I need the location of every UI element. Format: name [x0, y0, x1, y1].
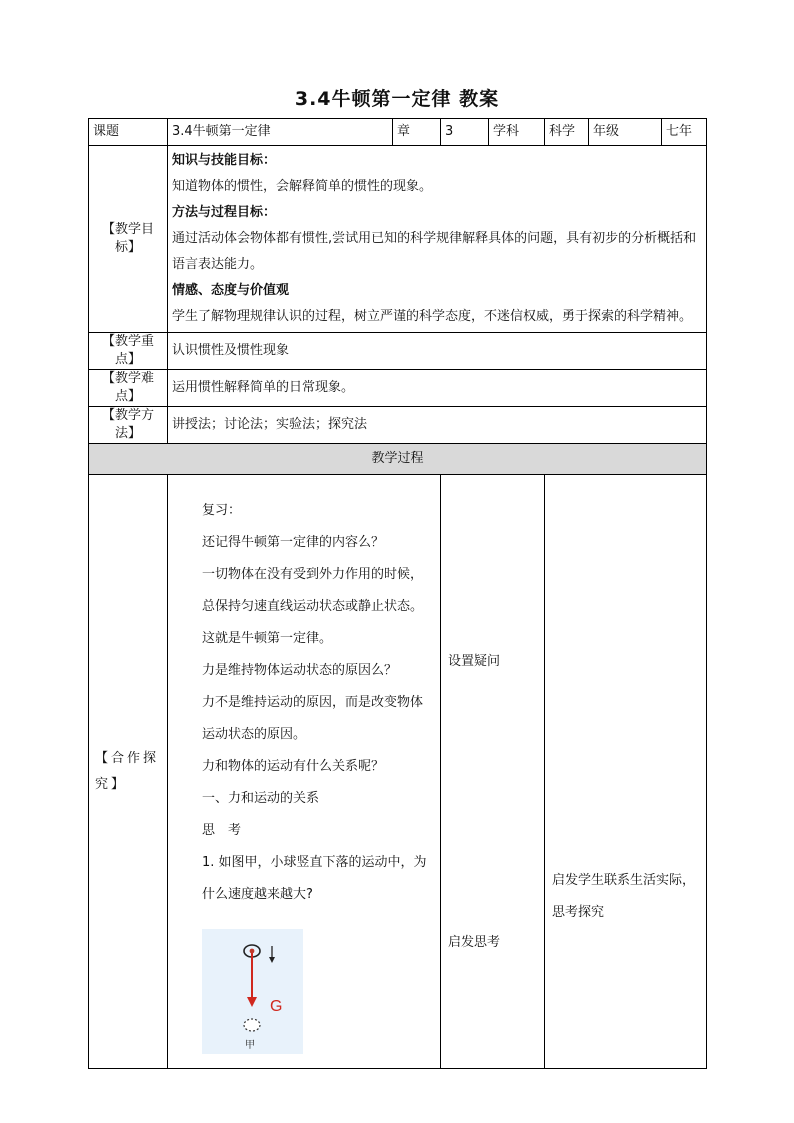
note-inspire-thinking: 启发思考 — [448, 935, 501, 950]
lesson-plan-table — [88, 118, 707, 1069]
gravity-arrowhead-icon — [247, 997, 257, 1007]
process-notes — [441, 475, 545, 1069]
difficulties-label: 【教学难点】 — [89, 370, 168, 407]
key-points-label: 【教学重点】 — [89, 333, 168, 370]
difficulties-row — [89, 370, 707, 407]
process-line: 力是维持物体运动状态的原因么？ — [202, 663, 398, 678]
motion-arrow-icon — [269, 957, 275, 963]
intent-text: 启发学生联系生活实际，思考探究 — [552, 872, 696, 920]
force-label: G — [270, 998, 283, 1015]
objective-method-text: 通过活动体会物体都有惯性,尝试用已知的科学规律解释具体的问题，具有初步的分析概括和语言表达能力。 — [172, 231, 697, 272]
objectives-label: 【教学目标】 — [89, 146, 168, 333]
objectives-row — [89, 146, 707, 333]
process-line: 复习： — [202, 503, 242, 518]
ball-center-icon — [250, 949, 255, 954]
process-header-row — [89, 444, 707, 475]
objectives-content — [168, 146, 707, 333]
objective-method-title: 方法与过程目标： — [172, 205, 277, 220]
process-line: 力和物体的运动有什么关系呢？ — [202, 759, 385, 774]
figure-caption: 甲 — [245, 1040, 255, 1051]
topic-label: 课题 — [89, 119, 168, 146]
process-line: 一、力和运动的关系 — [202, 791, 320, 806]
subject-label: 学科 — [489, 119, 545, 146]
page-title: 3.4牛顿第一定律 教案 — [294, 88, 500, 110]
objective-knowledge-title: 知识与技能目标： — [172, 153, 277, 168]
process-stage: 【合作探究】 — [89, 475, 168, 1069]
note-set-question: 设置疑问 — [448, 654, 501, 669]
header-row — [89, 119, 707, 146]
objective-knowledge-text: 知道物体的惯性，会解释简单的惯性的现象。 — [172, 179, 433, 194]
falling-ball-figure — [202, 929, 303, 1054]
process-line: 还记得牛顿第一定律的内容么？ — [202, 535, 385, 550]
key-points-value: 认识惯性及惯性现象 — [168, 333, 707, 370]
chapter-value: 3 — [441, 119, 489, 146]
process-line: 思 考 — [202, 823, 242, 838]
grade-label: 年级 — [589, 119, 662, 146]
falling-ball-diagram — [202, 929, 303, 1054]
topic-value: 3.4牛顿第一定律 — [168, 119, 393, 146]
objective-attitude-text: 学生了解物理规律认识的过程，树立严谨的科学态度，不迷信权威，勇于探索的科学精神。 — [172, 309, 693, 324]
objective-attitude-title: 情感、态度与价值观 — [172, 283, 290, 298]
process-header: 教学过程 — [89, 444, 707, 475]
ball-bottom-icon — [244, 1019, 260, 1031]
key-points-row — [89, 333, 707, 370]
methods-value: 讲授法；讨论法；实验法；探究法 — [168, 407, 707, 444]
grade-value: 七年 — [662, 119, 707, 146]
process-line: 一切物体在没有受到外力作用的时候，总保持匀速直线运动状态或静止状态。这就是牛顿第一定律。 — [202, 567, 424, 646]
methods-row — [89, 407, 707, 444]
chapter-label: 章 — [393, 119, 441, 146]
subject-value: 科学 — [545, 119, 589, 146]
difficulties-value: 运用惯性解释简单的日常现象。 — [168, 370, 707, 407]
process-line: 1. 如图甲，小球竖直下落的运动中，为什么速度越来越大? — [202, 855, 427, 902]
process-content — [168, 475, 441, 1069]
process-row — [89, 475, 707, 1069]
process-intent — [545, 475, 707, 1069]
methods-label: 【教学方法】 — [89, 407, 168, 444]
process-line: 力不是维持运动的原因，而是改变物体运动状态的原因。 — [202, 695, 424, 742]
